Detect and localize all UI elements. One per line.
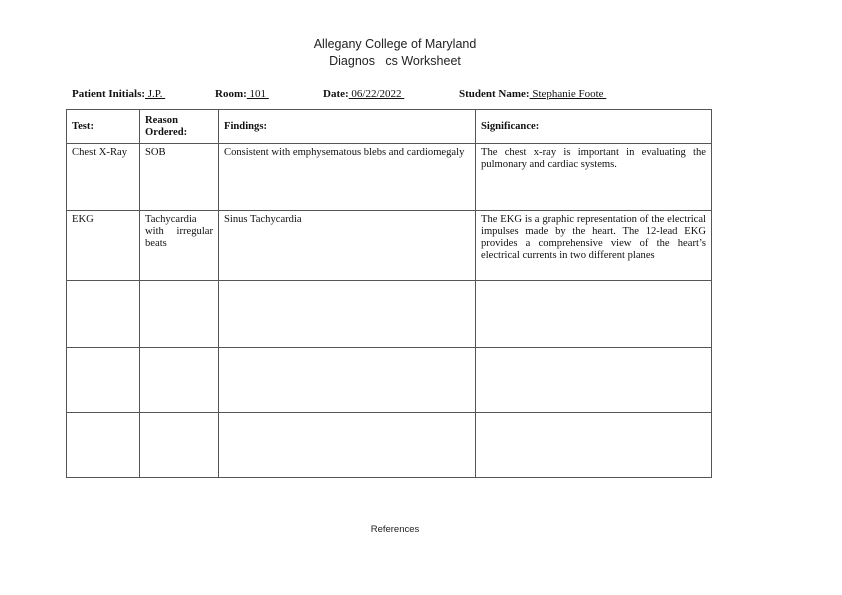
table-header-row — [67, 110, 712, 144]
student-name-label: Student Name: — [459, 88, 530, 100]
references-label: References — [370, 524, 420, 535]
cell-findings — [219, 348, 476, 413]
col-header-test: Test: — [67, 110, 140, 144]
date-field — [323, 88, 404, 100]
cell-findings: Sinus Tachycardia — [219, 211, 476, 281]
table-row — [67, 281, 712, 348]
cell-reason: Tachycardia with irregular beats — [140, 211, 219, 281]
cell-test — [67, 413, 140, 478]
cell-significance — [476, 281, 712, 348]
worksheet-title: Diagnos cs Worksheet — [329, 54, 461, 68]
cell-reason — [140, 281, 219, 348]
patient-initials-field — [72, 88, 165, 100]
date-value: 06/22/2022 — [348, 88, 405, 100]
cell-significance — [476, 413, 712, 478]
table-row — [67, 144, 712, 211]
col-header-reason: Reason Ordered: — [140, 110, 219, 144]
diagnostics-table — [66, 109, 712, 478]
cell-findings — [219, 413, 476, 478]
table-row — [67, 413, 712, 478]
cell-test — [67, 348, 140, 413]
cell-reason: SOB — [140, 144, 219, 211]
table-row — [67, 348, 712, 413]
cell-reason — [140, 413, 219, 478]
cell-significance: The chest x-ray is important in evaluating the pulmonary and cardiac systems. — [476, 144, 712, 211]
cell-significance — [476, 348, 712, 413]
institution-title: Allegany College of Maryland — [313, 37, 477, 51]
student-name-field — [459, 88, 606, 100]
patient-initials-value: J.P. — [145, 88, 166, 100]
patient-initials-label: Patient Initials: — [72, 88, 146, 100]
cell-test: Chest X-Ray — [67, 144, 140, 211]
cell-findings — [219, 281, 476, 348]
col-header-significance: Significance: — [476, 110, 712, 144]
cell-test: EKG — [67, 211, 140, 281]
cell-significance: The EKG is a graphic representation of the electrical impulses made by the heart. The 12-lead EKG provides a comprehensive view of the heart’s electrical currents in two different planes — [476, 211, 712, 281]
date-label: Date: — [323, 88, 349, 100]
cell-test — [67, 281, 140, 348]
room-value: 101 — [246, 88, 269, 100]
room-field — [215, 88, 269, 100]
col-header-findings: Findings: — [219, 110, 476, 144]
cell-reason — [140, 348, 219, 413]
cell-findings: Consistent with emphysematous blebs and cardiomegaly — [219, 144, 476, 211]
table-row — [67, 211, 712, 281]
room-label: Room: — [215, 88, 247, 100]
student-name-value: Stephanie Foote — [529, 88, 607, 100]
